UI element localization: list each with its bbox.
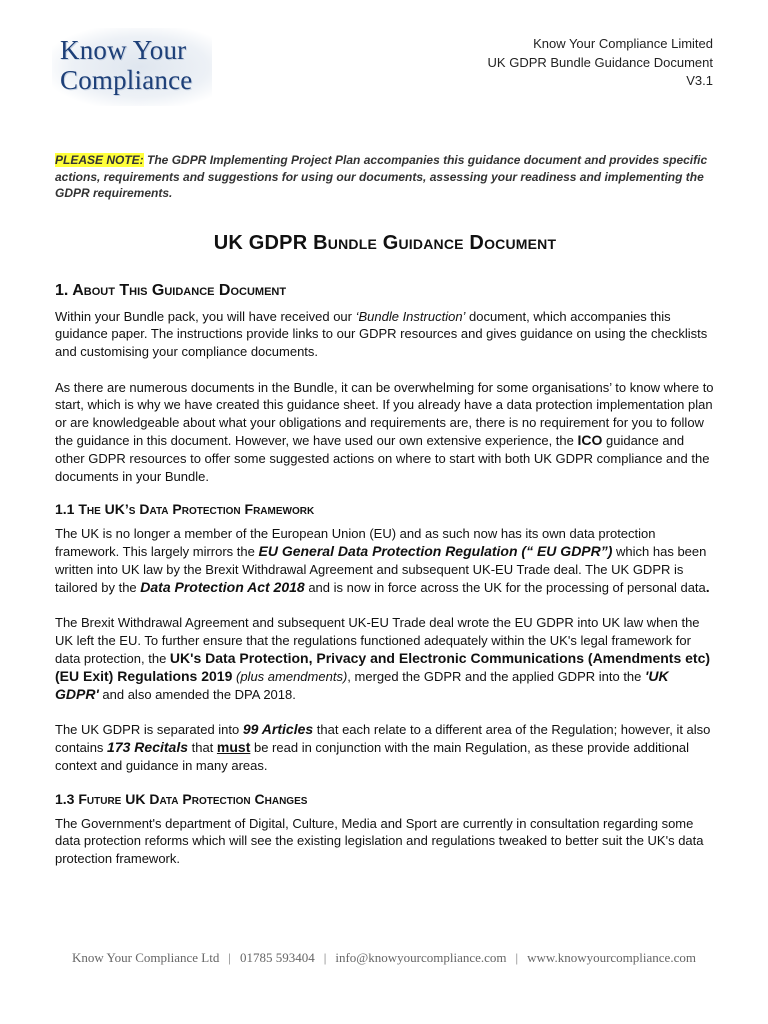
text-run: As there are numerous documents in the Bundle, it can be overwhelming for some organisations’ to know where to start, which is why we have created this guidance sheet. If you already have a data protection implementation plan or are knowledgeable about what your obligations and requirements are, there is no requirement for you to follow the guidance in this document. However, we have used our own extensive experience, the <box>55 379 714 449</box>
articles-count: 99 Articles <box>242 721 314 738</box>
regulations-2019-ref: UK's Data Protection, Privacy and Electronic Communications (Amendments etc) (EU Exit) Regulations 2019 <box>55 650 711 684</box>
footer-separator: | <box>228 950 231 965</box>
section-1-1-paragraph-2 <box>55 614 715 703</box>
dpa-2018-ref: Data Protection Act 2018 <box>140 578 305 595</box>
section-1-heading: 1. About This Guidance Document <box>55 281 287 299</box>
bundle-instruction-ref: ‘Bundle Instruction’ <box>355 308 466 324</box>
footer-company: Know Your Compliance Ltd <box>72 950 220 965</box>
document-footer <box>0 950 768 966</box>
text-run: which has been written into UK law by the Brexit Withdrawal Agreement and subsequent UK-EU Trade deal. The UK GDPR is tailored by the <box>55 544 707 595</box>
recitals-count: 173 Recitals <box>107 739 188 756</box>
section-1-3-paragraph-1: The Government's department of Digital, Culture, Media and Sport are currently in consultation regarding some data protection reforms which will see the existing legislation and regulations tweaked to better suit the UK's data protection framework. <box>55 815 704 867</box>
logo-line-2: Compliance <box>60 65 193 95</box>
text-run: guidance and other GDPR resources to offer some suggested actions on where to start with both UK GDPR compliance and the documents in your Bundle. <box>55 433 710 484</box>
please-note-label: PLEASE NOTE: <box>55 153 144 167</box>
text-run: be read in conjunction with the main Regulation, as these provide additional context and guidance in many areas. <box>55 740 690 773</box>
eu-gdpr-ref: EU General Data Protection Regulation (“ EU GDPR”) <box>258 543 613 560</box>
text-run: and is now in force across the UK for the processing of personal data <box>304 579 706 595</box>
footer-separator: | <box>515 950 519 965</box>
section-1-3-heading: 1.3 Future UK Data Protection Changes <box>55 790 308 807</box>
document-body <box>55 152 715 868</box>
text-run: The UK GDPR is separated into <box>55 722 243 738</box>
logo-line-1: Know Your <box>60 35 187 65</box>
please-note-text: The GDPR Implementing Project Plan accompanies this guidance document and provides specific actions, requirements and suggestions for using our documents, assessing your readiness and implementing the GDPR requirements. <box>55 153 708 200</box>
text-run: The Brexit Withdrawal Agreement and subsequent UK-EU Trade deal wrote the EU GDPR into UK law when the UK left the EU. To further ensure that the regulations functioned adequately within the UK's legal framework for data protection, the <box>55 615 700 667</box>
document-header <box>488 35 713 91</box>
section-1-1-paragraph-1 <box>55 525 715 596</box>
footer-email: info@knowyourcompliance.com <box>335 950 507 965</box>
text-run: The UK is no longer a member of the European Union (EU) and as such now has its own data protection framework. This largely mirrors the <box>55 526 656 560</box>
text-run: that each relate to a different area of the Regulation; however, it also contains <box>55 722 711 756</box>
header-document-name: UK GDPR Bundle Guidance Document <box>487 54 713 70</box>
footer-separator: | <box>323 950 327 965</box>
text-run: and also amended the DPA 2018. <box>98 686 296 702</box>
footer-website: www.knowyourcompliance.com <box>527 950 696 965</box>
section-1-1-paragraph-3 <box>55 721 715 774</box>
must-emphasis: must <box>216 739 251 756</box>
text-run: that <box>188 740 217 756</box>
section-1-paragraph-1 <box>55 308 715 361</box>
text-run: Within your Bundle pack, you will have received our <box>55 308 356 324</box>
header-company: Know Your Compliance Limited <box>533 36 713 51</box>
plus-amendments: (plus amendments) <box>232 668 348 684</box>
header-version: V3.1 <box>686 73 713 88</box>
footer-phone: 01785 593404 <box>239 950 315 965</box>
text-run: , merged the GDPR and the applied GDPR into the <box>347 668 645 684</box>
uk-gdpr-ref: 'UK GDPR' <box>55 667 669 702</box>
document-title: UK GDPR Bundle Guidance Document <box>213 231 557 254</box>
ico-ref: ICO <box>577 432 603 449</box>
text-run: document, which accompanies this guidance paper. The instructions provide links to our GDPR resources and gives guidance on using the checklists and customising your compliance documents. <box>55 308 708 360</box>
text-run: . <box>705 578 710 595</box>
section-1-1-heading: 1.1 The UK’s Data Protection Framework <box>55 501 315 518</box>
please-note <box>55 152 715 202</box>
section-1-paragraph-2 <box>55 379 715 486</box>
company-logo <box>52 28 212 106</box>
